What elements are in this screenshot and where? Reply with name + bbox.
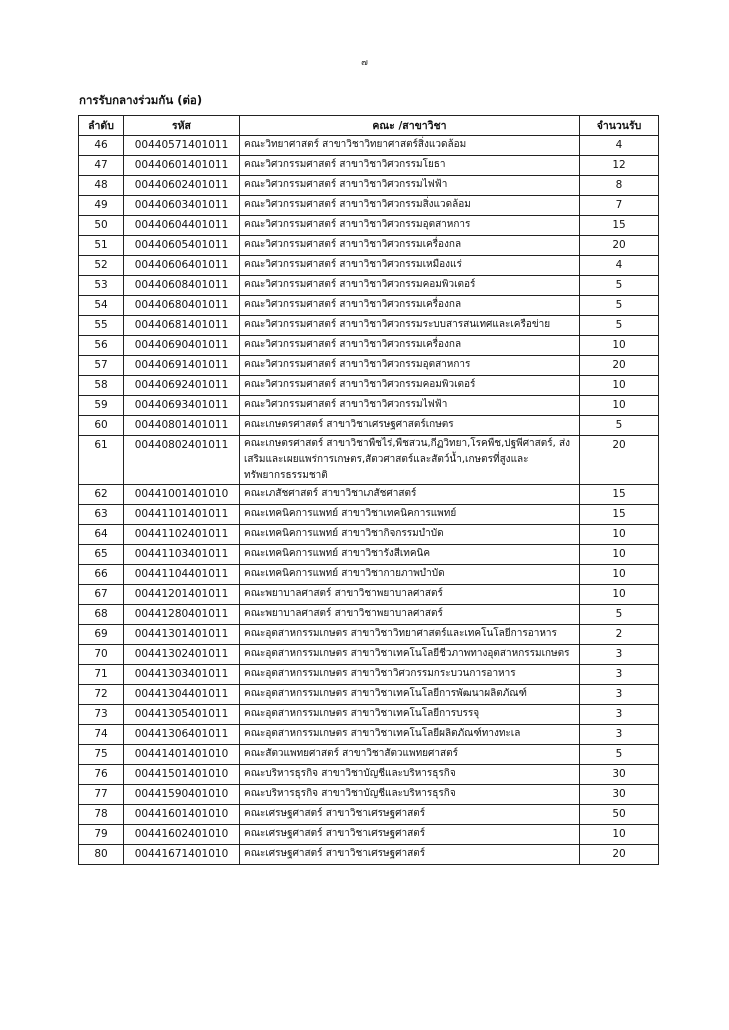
cell-count: 5 [580,296,659,316]
cell-seq: 78 [79,805,124,825]
cell-seq: 53 [79,276,124,296]
cell-count: 4 [580,256,659,276]
cell-faculty: คณะบริหารธุรกิจ สาขาวิชาบัญชีและบริหารธุรกิจ [240,785,580,805]
cell-seq: 48 [79,176,124,196]
table-row [79,396,659,416]
table-row [79,376,659,396]
cell-faculty: คณะอุตสาหกรรมเกษตร สาขาวิชาเทคโนโลยีการบรรจุ [240,705,580,725]
cell-count: 3 [580,685,659,705]
table-row [79,176,659,196]
cell-count: 8 [580,176,659,196]
table-row [79,505,659,525]
cell-count: 5 [580,416,659,436]
cell-seq: 62 [79,485,124,505]
cell-count: 20 [580,236,659,256]
cell-count: 20 [580,356,659,376]
table-row [79,136,659,156]
cell-count: 15 [580,505,659,525]
cell-code: 00441102401011 [124,525,240,545]
cell-faculty: คณะสัตวแพทยศาสตร์ สาขาวิชาสัตวแพทยศาสตร์ [240,745,580,765]
cell-code: 00441671401010 [124,845,240,865]
table-row [79,216,659,236]
cell-code: 00440693401011 [124,396,240,416]
section-title: การรับกลางร่วมกัน (ต่อ) [79,93,203,107]
cell-seq: 67 [79,585,124,605]
cell-code: 00440603401011 [124,196,240,216]
cell-count: 5 [580,276,659,296]
cell-count: 10 [580,585,659,605]
cell-faculty: คณะอุตสาหกรรมเกษตร สาขาวิชาวิศวกรรมกระบวนการอาหาร [240,665,580,685]
table-row [79,645,659,665]
table-row [79,765,659,785]
cell-faculty: คณะพยาบาลศาสตร์ สาขาวิชาพยาบาลศาสตร์ [240,605,580,625]
table-row [79,436,659,485]
cell-code: 00441301401011 [124,625,240,645]
cell-faculty: คณะเกษตรศาสตร์ สาขาวิชาพืชไร่,พืชสวน,กีฏวิทยา,โรคพืช,ปฐพีศาสตร์, ส่งเสริมและเผยแพร่การเกษตร,สัตวศาสตร์และสัตว์น้ำ,เกษตรที่สูงและทรัพยากรธรรมชาติ [240,436,580,485]
cell-code: 00440692401011 [124,376,240,396]
cell-faculty: คณะอุตสาหกรรมเกษตร สาขาวิชาวิทยาศาสตร์และเทคโนโลยีการอาหาร [240,625,580,645]
cell-seq: 54 [79,296,124,316]
cell-seq: 76 [79,765,124,785]
cell-code: 00440605401011 [124,236,240,256]
table-row [79,276,659,296]
cell-count: 20 [580,436,659,485]
cell-count: 5 [580,316,659,336]
cell-seq: 51 [79,236,124,256]
cell-faculty: คณะเกษตรศาสตร์ สาขาวิชาเศรษฐศาสตร์เกษตร [240,416,580,436]
cell-faculty: คณะวิศวกรรมศาสตร์ สาขาวิชาวิศวกรรมไฟฟ้า [240,396,580,416]
table-row [79,745,659,765]
cell-faculty: คณะวิศวกรรมศาสตร์ สาขาวิชาวิศวกรรมอุตสาหการ [240,356,580,376]
cell-count: 10 [580,525,659,545]
cell-code: 00441306401011 [124,725,240,745]
cell-count: 15 [580,216,659,236]
cell-code: 00441201401011 [124,585,240,605]
cell-code: 00441280401011 [124,605,240,625]
cell-code: 00441302401011 [124,645,240,665]
cell-code: 00440801401011 [124,416,240,436]
cell-seq: 63 [79,505,124,525]
cell-code: 00441103401011 [124,545,240,565]
cell-faculty: คณะเทคนิคการแพทย์ สาขาวิชารังสีเทคนิค [240,545,580,565]
cell-faculty: คณะวิศวกรรมศาสตร์ สาขาวิชาวิศวกรรมคอมพิวเตอร์ [240,376,580,396]
table-row [79,785,659,805]
table-row [79,156,659,176]
header-seq: ลำดับ [79,116,124,136]
table-row [79,665,659,685]
table-row [79,545,659,565]
cell-seq: 46 [79,136,124,156]
cell-code: 00440802401011 [124,436,240,485]
cell-seq: 70 [79,645,124,665]
cell-faculty: คณะเทคนิคการแพทย์ สาขาวิชาเทคนิคการแพทย์ [240,505,580,525]
cell-code: 00441401401010 [124,745,240,765]
cell-code: 00440608401011 [124,276,240,296]
table-row [79,525,659,545]
cell-count: 50 [580,805,659,825]
cell-faculty: คณะอุตสาหกรรมเกษตร สาขาวิชาเทคโนโลยีชีวภาพทางอุตสาหกรรมเกษตร [240,645,580,665]
cell-code: 00440681401011 [124,316,240,336]
cell-count: 7 [580,196,659,216]
cell-count: 10 [580,565,659,585]
cell-faculty: คณะวิทยาศาสตร์ สาขาวิชาวิทยาศาสตร์สิ่งแวดล้อม [240,136,580,156]
cell-faculty: คณะเทคนิคการแพทย์ สาขาวิชากายภาพบำบัด [240,565,580,585]
cell-code: 00441104401011 [124,565,240,585]
cell-faculty: คณะอุตสาหกรรมเกษตร สาขาวิชาเทคโนโลยีการพัฒนาผลิตภัณฑ์ [240,685,580,705]
cell-seq: 58 [79,376,124,396]
cell-seq: 60 [79,416,124,436]
cell-count: 15 [580,485,659,505]
cell-faculty: คณะวิศวกรรมศาสตร์ สาขาวิชาวิศวกรรมเหมืองแร่ [240,256,580,276]
cell-code: 00441303401011 [124,665,240,685]
cell-count: 5 [580,605,659,625]
admission-table [78,115,659,865]
cell-count: 3 [580,725,659,745]
table-row [79,605,659,625]
cell-count: 3 [580,645,659,665]
header-code: รหัส [124,116,240,136]
cell-faculty: คณะวิศวกรรมศาสตร์ สาขาวิชาวิศวกรรมเครื่องกล [240,296,580,316]
table-row [79,685,659,705]
cell-count: 2 [580,625,659,645]
cell-code: 00441590401010 [124,785,240,805]
header-faculty: คณะ /สาขาวิชา [240,116,580,136]
cell-seq: 66 [79,565,124,585]
cell-seq: 64 [79,525,124,545]
cell-seq: 77 [79,785,124,805]
cell-code: 00441501401010 [124,765,240,785]
cell-count: 3 [580,705,659,725]
cell-faculty: คณะวิศวกรรมศาสตร์ สาขาวิชาวิศวกรรมระบบสารสนเทศและเครือข่าย [240,316,580,336]
cell-seq: 75 [79,745,124,765]
cell-code: 00440602401011 [124,176,240,196]
table-row [79,336,659,356]
cell-faculty: คณะพยาบาลศาสตร์ สาขาวิชาพยาบาลศาสตร์ [240,585,580,605]
table-row [79,565,659,585]
table-row [79,805,659,825]
cell-code: 00441001401010 [124,485,240,505]
table-row [79,236,659,256]
cell-faculty: คณะอุตสาหกรรมเกษตร สาขาวิชาเทคโนโลยีผลิตภัณฑ์ทางทะเล [240,725,580,745]
cell-code: 00440680401011 [124,296,240,316]
table-row [79,256,659,276]
cell-code: 00440606401011 [124,256,240,276]
cell-code: 00440571401011 [124,136,240,156]
cell-faculty: คณะวิศวกรรมศาสตร์ สาขาวิชาวิศวกรรมไฟฟ้า [240,176,580,196]
header-count: จำนวนรับ [580,116,659,136]
cell-faculty: คณะเศรษฐศาสตร์ สาขาวิชาเศรษฐศาสตร์ [240,825,580,845]
cell-faculty: คณะวิศวกรรมศาสตร์ สาขาวิชาวิศวกรรมสิ่งแวดล้อม [240,196,580,216]
cell-code: 00441602401010 [124,825,240,845]
cell-faculty: คณะวิศวกรรมศาสตร์ สาขาวิชาวิศวกรรมคอมพิวเตอร์ [240,276,580,296]
cell-count: 10 [580,825,659,845]
table-row [79,316,659,336]
table-row [79,845,659,865]
cell-seq: 50 [79,216,124,236]
cell-seq: 69 [79,625,124,645]
cell-seq: 57 [79,356,124,376]
cell-count: 20 [580,845,659,865]
cell-code: 00441101401011 [124,505,240,525]
cell-code: 00441601401010 [124,805,240,825]
cell-seq: 73 [79,705,124,725]
page-number: ๗ [361,58,368,68]
cell-seq: 47 [79,156,124,176]
cell-code: 00441304401011 [124,685,240,705]
cell-seq: 56 [79,336,124,356]
cell-count: 3 [580,665,659,685]
cell-count: 10 [580,545,659,565]
cell-seq: 59 [79,396,124,416]
table-row [79,296,659,316]
table-row [79,196,659,216]
table-row [79,585,659,605]
table-row [79,705,659,725]
cell-seq: 61 [79,436,124,485]
cell-count: 30 [580,765,659,785]
cell-seq: 65 [79,545,124,565]
table-row [79,416,659,436]
cell-code: 00440690401011 [124,336,240,356]
cell-seq: 49 [79,196,124,216]
table-header-row [79,116,659,136]
cell-seq: 72 [79,685,124,705]
cell-count: 30 [580,785,659,805]
cell-count: 4 [580,136,659,156]
cell-code: 00440601401011 [124,156,240,176]
cell-code: 00440691401011 [124,356,240,376]
cell-seq: 71 [79,665,124,685]
cell-faculty: คณะเภสัชศาสตร์ สาขาวิชาเภสัชศาสตร์ [240,485,580,505]
cell-count: 5 [580,745,659,765]
cell-faculty: คณะวิศวกรรมศาสตร์ สาขาวิชาวิศวกรรมเครื่องกล [240,236,580,256]
table-row [79,485,659,505]
cell-seq: 79 [79,825,124,845]
cell-faculty: คณะเศรษฐศาสตร์ สาขาวิชาเศรษฐศาสตร์ [240,845,580,865]
cell-seq: 74 [79,725,124,745]
table-row [79,825,659,845]
cell-code: 00440604401011 [124,216,240,236]
cell-seq: 68 [79,605,124,625]
cell-seq: 52 [79,256,124,276]
cell-faculty: คณะวิศวกรรมศาสตร์ สาขาวิชาวิศวกรรมโยธา [240,156,580,176]
table-row [79,356,659,376]
cell-count: 10 [580,376,659,396]
cell-count: 10 [580,396,659,416]
cell-faculty: คณะวิศวกรรมศาสตร์ สาขาวิชาวิศวกรรมเครื่องกล [240,336,580,356]
cell-code: 00441305401011 [124,705,240,725]
table-row [79,625,659,645]
cell-seq: 80 [79,845,124,865]
cell-count: 12 [580,156,659,176]
cell-faculty: คณะเศรษฐศาสตร์ สาขาวิชาเศรษฐศาสตร์ [240,805,580,825]
cell-faculty: คณะวิศวกรรมศาสตร์ สาขาวิชาวิศวกรรมอุตสาหการ [240,216,580,236]
cell-faculty: คณะเทคนิคการแพทย์ สาขาวิชากิจกรรมบำบัด [240,525,580,545]
cell-seq: 55 [79,316,124,336]
cell-faculty: คณะบริหารธุรกิจ สาขาวิชาบัญชีและบริหารธุรกิจ [240,765,580,785]
table-row [79,725,659,745]
cell-count: 10 [580,336,659,356]
